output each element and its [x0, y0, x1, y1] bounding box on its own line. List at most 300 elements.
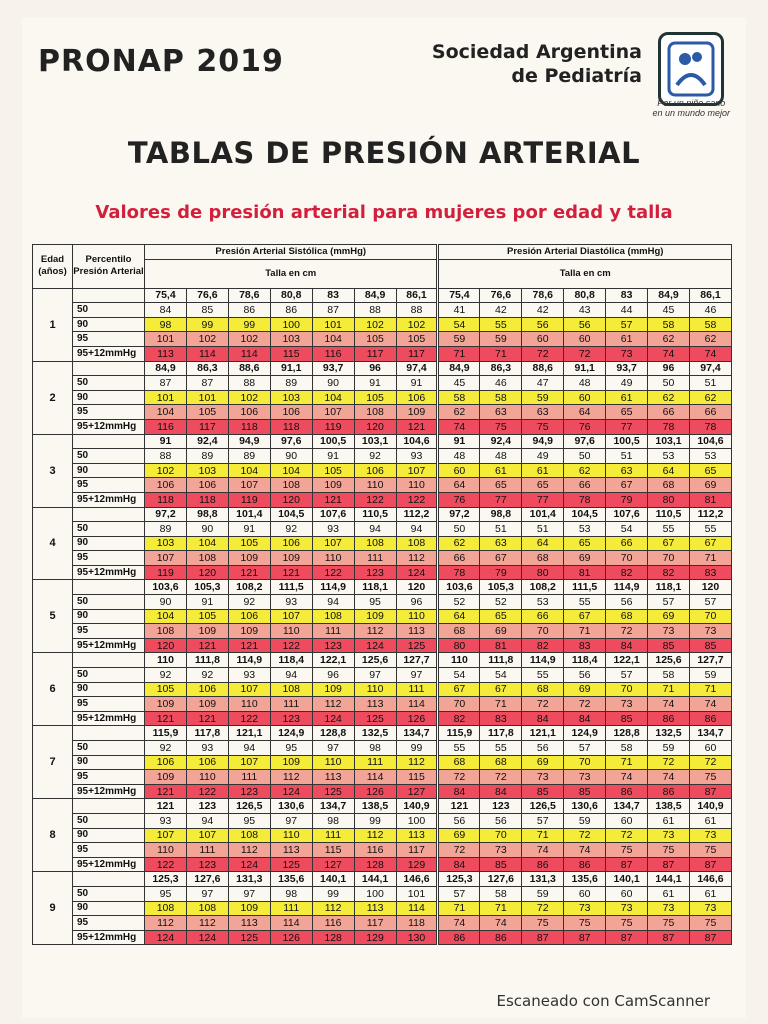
diastolic-value-cell: 68 — [648, 478, 690, 493]
systolic-value-cell: 113 — [145, 346, 187, 361]
height-cell: 78,6 — [522, 288, 564, 303]
systolic-value-cell: 107 — [312, 405, 354, 420]
diastolic-value-cell: 61 — [480, 463, 522, 478]
systolic-value-cell: 94 — [312, 595, 354, 610]
diastolic-value-cell: 66 — [689, 405, 731, 420]
height-row — [33, 799, 732, 814]
diastolic-value-cell: 58 — [606, 741, 648, 756]
systolic-value-cell: 121 — [270, 565, 312, 580]
percentile-cell: 95+12mmHg — [73, 638, 145, 653]
diastolic-value-cell: 60 — [438, 463, 480, 478]
age-cell: 1 — [33, 288, 73, 361]
systolic-value-cell: 121 — [228, 638, 270, 653]
systolic-value-cell: 102 — [396, 317, 438, 332]
diastolic-value-cell: 58 — [480, 390, 522, 405]
systolic-value-cell: 108 — [312, 609, 354, 624]
diastolic-value-cell: 58 — [648, 317, 690, 332]
diastolic-value-cell: 70 — [522, 624, 564, 639]
diastolic-value-cell: 63 — [606, 463, 648, 478]
height-cell: 104,6 — [689, 434, 731, 449]
systolic-value-cell: 114 — [270, 916, 312, 931]
table-row — [33, 551, 732, 566]
diastolic-value-cell: 48 — [438, 449, 480, 464]
systolic-value-cell: 105 — [396, 332, 438, 347]
systolic-value-cell: 122 — [396, 492, 438, 507]
systolic-header: Presión Arterial Sistólica (mmHg) — [145, 245, 438, 260]
systolic-value-cell: 125 — [228, 930, 270, 945]
diastolic-value-cell: 74 — [648, 770, 690, 785]
height-cell: 112,2 — [689, 507, 731, 522]
height-cell: 121,1 — [228, 726, 270, 741]
page-title: TABLAS DE PRESIÓN ARTERIAL — [127, 136, 641, 170]
systolic-value-cell: 102 — [145, 463, 187, 478]
systolic-value-cell: 109 — [354, 609, 396, 624]
diastolic-value-cell: 79 — [606, 492, 648, 507]
systolic-value-cell: 97 — [186, 886, 228, 901]
height-cell: 100,5 — [606, 434, 648, 449]
diastolic-value-cell: 83 — [480, 711, 522, 726]
systolic-value-cell: 103 — [270, 332, 312, 347]
systolic-value-cell: 99 — [186, 317, 228, 332]
height-cell: 104,5 — [270, 507, 312, 522]
height-cell: 93,7 — [312, 361, 354, 376]
diastolic-value-cell: 78 — [648, 419, 690, 434]
systolic-value-cell: 114 — [396, 697, 438, 712]
height-cell: 140,9 — [689, 799, 731, 814]
systolic-value-cell: 122 — [186, 784, 228, 799]
systolic-value-cell: 94 — [270, 668, 312, 683]
height-label-cell — [73, 580, 145, 595]
diastolic-value-cell: 86 — [648, 711, 690, 726]
systolic-value-cell: 115 — [396, 770, 438, 785]
diastolic-value-cell: 78 — [564, 492, 606, 507]
height-row — [33, 288, 732, 303]
height-cell: 121 — [438, 799, 480, 814]
diastolic-value-cell: 41 — [438, 303, 480, 318]
table-row — [33, 638, 732, 653]
diastolic-value-cell: 61 — [648, 813, 690, 828]
systolic-value-cell: 107 — [145, 828, 187, 843]
percentile-cell: 95 — [73, 551, 145, 566]
table-row — [33, 857, 732, 872]
diastolic-value-cell: 71 — [689, 551, 731, 566]
diastolic-value-cell: 57 — [438, 886, 480, 901]
systolic-value-cell: 106 — [145, 755, 187, 770]
diastolic-value-cell: 56 — [438, 813, 480, 828]
height-cell: 144,1 — [648, 872, 690, 887]
systolic-value-cell: 114 — [228, 346, 270, 361]
height-cell: 125,6 — [354, 653, 396, 668]
diastolic-value-cell: 75 — [689, 843, 731, 858]
diastolic-value-cell: 65 — [480, 478, 522, 493]
percentile-cell: 90 — [73, 536, 145, 551]
diastolic-value-cell: 59 — [522, 390, 564, 405]
systolic-value-cell: 119 — [312, 419, 354, 434]
height-cell: 110,5 — [648, 507, 690, 522]
height-cell: 104,5 — [564, 507, 606, 522]
percentile-cell: 50 — [73, 449, 145, 464]
scanner-watermark: Escaneado con CamScanner — [496, 992, 710, 1010]
systolic-value-cell: 102 — [228, 332, 270, 347]
diastolic-value-cell: 68 — [606, 609, 648, 624]
diastolic-value-cell: 54 — [438, 317, 480, 332]
systolic-value-cell: 104 — [312, 332, 354, 347]
systolic-value-cell: 108 — [186, 551, 228, 566]
diastolic-value-cell: 77 — [480, 492, 522, 507]
diastolic-value-cell: 50 — [564, 449, 606, 464]
systolic-value-cell: 123 — [270, 711, 312, 726]
systolic-value-cell: 124 — [312, 711, 354, 726]
systolic-value-cell: 99 — [396, 741, 438, 756]
height-cell: 131,3 — [228, 872, 270, 887]
systolic-value-cell: 108 — [354, 405, 396, 420]
systolic-value-cell: 88 — [228, 376, 270, 391]
diastolic-value-cell: 74 — [606, 770, 648, 785]
diastolic-value-cell: 81 — [480, 638, 522, 653]
age-cell: 6 — [33, 653, 73, 726]
diastolic-value-cell: 68 — [438, 755, 480, 770]
systolic-value-cell: 93 — [396, 449, 438, 464]
systolic-value-cell: 121 — [228, 565, 270, 580]
table-row — [33, 492, 732, 507]
diastolic-value-cell: 67 — [564, 609, 606, 624]
height-cell: 120 — [396, 580, 438, 595]
diastolic-value-cell: 72 — [606, 828, 648, 843]
systolic-value-cell: 92 — [354, 449, 396, 464]
height-cell: 75,4 — [438, 288, 480, 303]
diastolic-value-cell: 75 — [648, 916, 690, 931]
age-cell: 2 — [33, 361, 73, 434]
table-row — [33, 930, 732, 945]
diastolic-value-cell: 87 — [564, 930, 606, 945]
diastolic-value-cell: 75 — [606, 916, 648, 931]
diastolic-value-cell: 62 — [648, 390, 690, 405]
diastolic-value-cell: 55 — [480, 741, 522, 756]
systolic-value-cell: 118 — [270, 419, 312, 434]
percentile-cell: 95 — [73, 770, 145, 785]
systolic-value-cell: 98 — [354, 741, 396, 756]
systolic-value-cell: 109 — [145, 697, 187, 712]
diastolic-value-cell: 71 — [438, 901, 480, 916]
systolic-value-cell: 111 — [354, 755, 396, 770]
height-cell: 115,9 — [145, 726, 187, 741]
height-cell: 140,1 — [606, 872, 648, 887]
systolic-value-cell: 86 — [228, 303, 270, 318]
systolic-value-cell: 116 — [354, 843, 396, 858]
height-label-cell — [73, 434, 145, 449]
height-cell: 88,6 — [228, 361, 270, 376]
diastolic-value-cell: 87 — [606, 857, 648, 872]
systolic-value-cell: 108 — [270, 682, 312, 697]
diastolic-value-cell: 84 — [606, 638, 648, 653]
society-name-line1: Sociedad Argentina — [431, 41, 642, 63]
systolic-value-cell: 121 — [396, 419, 438, 434]
diastolic-value-cell: 49 — [606, 376, 648, 391]
systolic-value-cell: 106 — [228, 609, 270, 624]
systolic-value-cell: 92 — [228, 595, 270, 610]
diastolic-value-cell: 82 — [522, 638, 564, 653]
systolic-value-cell: 101 — [145, 390, 187, 405]
table-row — [33, 522, 732, 537]
society-name-line2: de Pediatría — [511, 65, 642, 87]
diastolic-value-cell: 72 — [564, 346, 606, 361]
systolic-value-cell: 118 — [145, 492, 187, 507]
height-cell: 146,6 — [396, 872, 438, 887]
diastolic-value-cell: 75 — [689, 770, 731, 785]
diastolic-header: Presión Arterial Diastólica (mmHg) — [438, 245, 732, 260]
diastolic-value-cell: 51 — [606, 449, 648, 464]
diastolic-value-cell: 71 — [480, 901, 522, 916]
systolic-height-header: Talla en cm — [145, 259, 438, 288]
height-cell: 110 — [438, 653, 480, 668]
systolic-value-cell: 107 — [396, 463, 438, 478]
diastolic-value-cell: 86 — [522, 857, 564, 872]
height-cell: 138,5 — [648, 799, 690, 814]
diastolic-value-cell: 73 — [689, 901, 731, 916]
percentile-cell: 95+12mmHg — [73, 857, 145, 872]
diastolic-value-cell: 80 — [522, 565, 564, 580]
diastolic-value-cell: 65 — [606, 405, 648, 420]
percentile-cell: 95+12mmHg — [73, 346, 145, 361]
systolic-value-cell: 105 — [186, 405, 228, 420]
diastolic-value-cell: 69 — [689, 478, 731, 493]
systolic-value-cell: 121 — [145, 711, 187, 726]
height-cell: 107,6 — [312, 507, 354, 522]
height-cell: 93,7 — [606, 361, 648, 376]
height-cell: 128,8 — [312, 726, 354, 741]
height-cell: 97,4 — [689, 361, 731, 376]
systolic-value-cell: 112 — [186, 916, 228, 931]
systolic-value-cell: 109 — [270, 755, 312, 770]
diastolic-value-cell: 67 — [606, 478, 648, 493]
diastolic-value-cell: 87 — [689, 930, 731, 945]
table-row — [33, 697, 732, 712]
diastolic-value-cell: 57 — [522, 813, 564, 828]
systolic-value-cell: 124 — [145, 930, 187, 945]
diastolic-value-cell: 84 — [438, 857, 480, 872]
systolic-value-cell: 111 — [270, 901, 312, 916]
height-row — [33, 507, 732, 522]
systolic-value-cell: 89 — [228, 449, 270, 464]
systolic-value-cell: 94 — [186, 813, 228, 828]
height-cell: 127,6 — [480, 872, 522, 887]
height-cell: 96 — [648, 361, 690, 376]
diastolic-value-cell: 71 — [480, 346, 522, 361]
diastolic-value-cell: 74 — [522, 843, 564, 858]
systolic-value-cell: 125 — [312, 784, 354, 799]
diastolic-value-cell: 57 — [606, 668, 648, 683]
diastolic-value-cell: 55 — [648, 522, 690, 537]
systolic-value-cell: 89 — [270, 376, 312, 391]
systolic-value-cell: 85 — [186, 303, 228, 318]
diastolic-value-cell: 72 — [648, 755, 690, 770]
systolic-value-cell: 109 — [270, 551, 312, 566]
table-row — [33, 755, 732, 770]
systolic-value-cell: 110 — [354, 478, 396, 493]
diastolic-value-cell: 73 — [564, 901, 606, 916]
height-cell: 138,5 — [354, 799, 396, 814]
systolic-value-cell: 94 — [228, 741, 270, 756]
diastolic-value-cell: 78 — [438, 565, 480, 580]
diastolic-value-cell: 74 — [438, 916, 480, 931]
height-cell: 111,8 — [480, 653, 522, 668]
height-cell: 112,2 — [396, 507, 438, 522]
systolic-value-cell: 106 — [354, 463, 396, 478]
systolic-value-cell: 110 — [354, 682, 396, 697]
height-cell: 76,6 — [480, 288, 522, 303]
systolic-value-cell: 100 — [396, 813, 438, 828]
systolic-value-cell: 114 — [354, 770, 396, 785]
diastolic-value-cell: 64 — [438, 478, 480, 493]
systolic-value-cell: 126 — [396, 711, 438, 726]
height-cell: 80,8 — [270, 288, 312, 303]
systolic-value-cell: 94 — [396, 522, 438, 537]
diastolic-value-cell: 66 — [648, 405, 690, 420]
systolic-value-cell: 111 — [270, 697, 312, 712]
systolic-value-cell: 105 — [354, 390, 396, 405]
diastolic-value-cell: 42 — [522, 303, 564, 318]
table-row — [33, 784, 732, 799]
diastolic-value-cell: 65 — [564, 536, 606, 551]
diastolic-value-cell: 71 — [648, 682, 690, 697]
systolic-value-cell: 108 — [354, 536, 396, 551]
systolic-value-cell: 107 — [228, 682, 270, 697]
height-label-cell — [73, 653, 145, 668]
systolic-value-cell: 98 — [145, 317, 187, 332]
systolic-value-cell: 117 — [396, 843, 438, 858]
diastolic-value-cell: 59 — [689, 668, 731, 683]
height-cell: 127,7 — [396, 653, 438, 668]
diastolic-value-cell: 59 — [648, 741, 690, 756]
diastolic-value-cell: 62 — [689, 390, 731, 405]
diastolic-value-cell: 72 — [438, 770, 480, 785]
diastolic-value-cell: 60 — [564, 390, 606, 405]
diastolic-value-cell: 86 — [606, 784, 648, 799]
height-cell: 97,6 — [270, 434, 312, 449]
percentile-cell: 90 — [73, 390, 145, 405]
height-cell: 80,8 — [564, 288, 606, 303]
systolic-value-cell: 109 — [228, 901, 270, 916]
percentile-cell: 90 — [73, 682, 145, 697]
diastolic-value-cell: 73 — [648, 624, 690, 639]
systolic-value-cell: 88 — [354, 303, 396, 318]
diastolic-value-cell: 46 — [689, 303, 731, 318]
systolic-value-cell: 91 — [312, 449, 354, 464]
diastolic-value-cell: 61 — [522, 463, 564, 478]
age-column-header: Edad (años) — [33, 245, 73, 289]
diastolic-value-cell: 85 — [689, 638, 731, 653]
height-row — [33, 726, 732, 741]
systolic-value-cell: 105 — [228, 536, 270, 551]
systolic-value-cell: 128 — [354, 857, 396, 872]
systolic-value-cell: 106 — [228, 405, 270, 420]
percentile-cell: 95+12mmHg — [73, 711, 145, 726]
diastolic-value-cell: 57 — [689, 595, 731, 610]
table-row — [33, 813, 732, 828]
diastolic-value-cell: 61 — [648, 886, 690, 901]
height-cell: 122,1 — [312, 653, 354, 668]
diastolic-value-cell: 75 — [522, 419, 564, 434]
diastolic-value-cell: 56 — [522, 317, 564, 332]
height-cell: 101,4 — [522, 507, 564, 522]
diastolic-value-cell: 72 — [480, 770, 522, 785]
height-cell: 83 — [312, 288, 354, 303]
systolic-value-cell: 130 — [396, 930, 438, 945]
height-cell: 91 — [438, 434, 480, 449]
systolic-value-cell: 111 — [312, 624, 354, 639]
height-label-cell — [73, 507, 145, 522]
systolic-value-cell: 91 — [396, 376, 438, 391]
diastolic-value-cell: 74 — [689, 346, 731, 361]
height-cell: 118,1 — [648, 580, 690, 595]
table-row — [33, 741, 732, 756]
systolic-value-cell: 90 — [270, 449, 312, 464]
height-cell: 84,9 — [145, 361, 187, 376]
systolic-value-cell: 101 — [186, 390, 228, 405]
table-row — [33, 711, 732, 726]
systolic-value-cell: 113 — [312, 770, 354, 785]
diastolic-value-cell: 84 — [438, 784, 480, 799]
height-cell: 98,8 — [480, 507, 522, 522]
systolic-value-cell: 121 — [186, 711, 228, 726]
height-cell: 97,2 — [145, 507, 187, 522]
systolic-value-cell: 103 — [145, 536, 187, 551]
systolic-value-cell: 122 — [312, 565, 354, 580]
systolic-value-cell: 124 — [396, 565, 438, 580]
age-cell: 7 — [33, 726, 73, 799]
height-cell: 123 — [480, 799, 522, 814]
diastolic-value-cell: 56 — [564, 668, 606, 683]
diastolic-value-cell: 55 — [522, 668, 564, 683]
systolic-value-cell: 109 — [396, 405, 438, 420]
systolic-value-cell: 112 — [228, 843, 270, 858]
percentile-cell: 50 — [73, 522, 145, 537]
systolic-value-cell: 126 — [270, 930, 312, 945]
diastolic-value-cell: 85 — [648, 638, 690, 653]
diastolic-value-cell: 59 — [438, 332, 480, 347]
systolic-value-cell: 122 — [270, 638, 312, 653]
diastolic-value-cell: 87 — [689, 857, 731, 872]
diastolic-value-cell: 87 — [648, 857, 690, 872]
diastolic-value-cell: 73 — [606, 901, 648, 916]
systolic-value-cell: 96 — [312, 668, 354, 683]
systolic-value-cell: 119 — [145, 565, 187, 580]
diastolic-value-cell: 60 — [522, 332, 564, 347]
diastolic-value-cell: 80 — [438, 638, 480, 653]
systolic-value-cell: 118 — [186, 492, 228, 507]
systolic-value-cell: 110 — [312, 551, 354, 566]
diastolic-value-cell: 62 — [438, 405, 480, 420]
systolic-value-cell: 92 — [270, 522, 312, 537]
systolic-value-cell: 93 — [186, 741, 228, 756]
height-cell: 124,9 — [270, 726, 312, 741]
systolic-value-cell: 123 — [228, 784, 270, 799]
diastolic-value-cell: 73 — [522, 770, 564, 785]
diastolic-value-cell: 57 — [564, 741, 606, 756]
systolic-value-cell: 122 — [228, 711, 270, 726]
diastolic-value-cell: 86 — [438, 930, 480, 945]
diastolic-value-cell: 56 — [606, 595, 648, 610]
table-row — [33, 624, 732, 639]
diastolic-value-cell: 68 — [522, 551, 564, 566]
systolic-value-cell: 93 — [228, 668, 270, 683]
diastolic-value-cell: 63 — [480, 536, 522, 551]
table-row — [33, 449, 732, 464]
systolic-value-cell: 112 — [396, 755, 438, 770]
diastolic-value-cell: 86 — [648, 784, 690, 799]
diastolic-value-cell: 75 — [689, 916, 731, 931]
systolic-value-cell: 94 — [354, 522, 396, 537]
